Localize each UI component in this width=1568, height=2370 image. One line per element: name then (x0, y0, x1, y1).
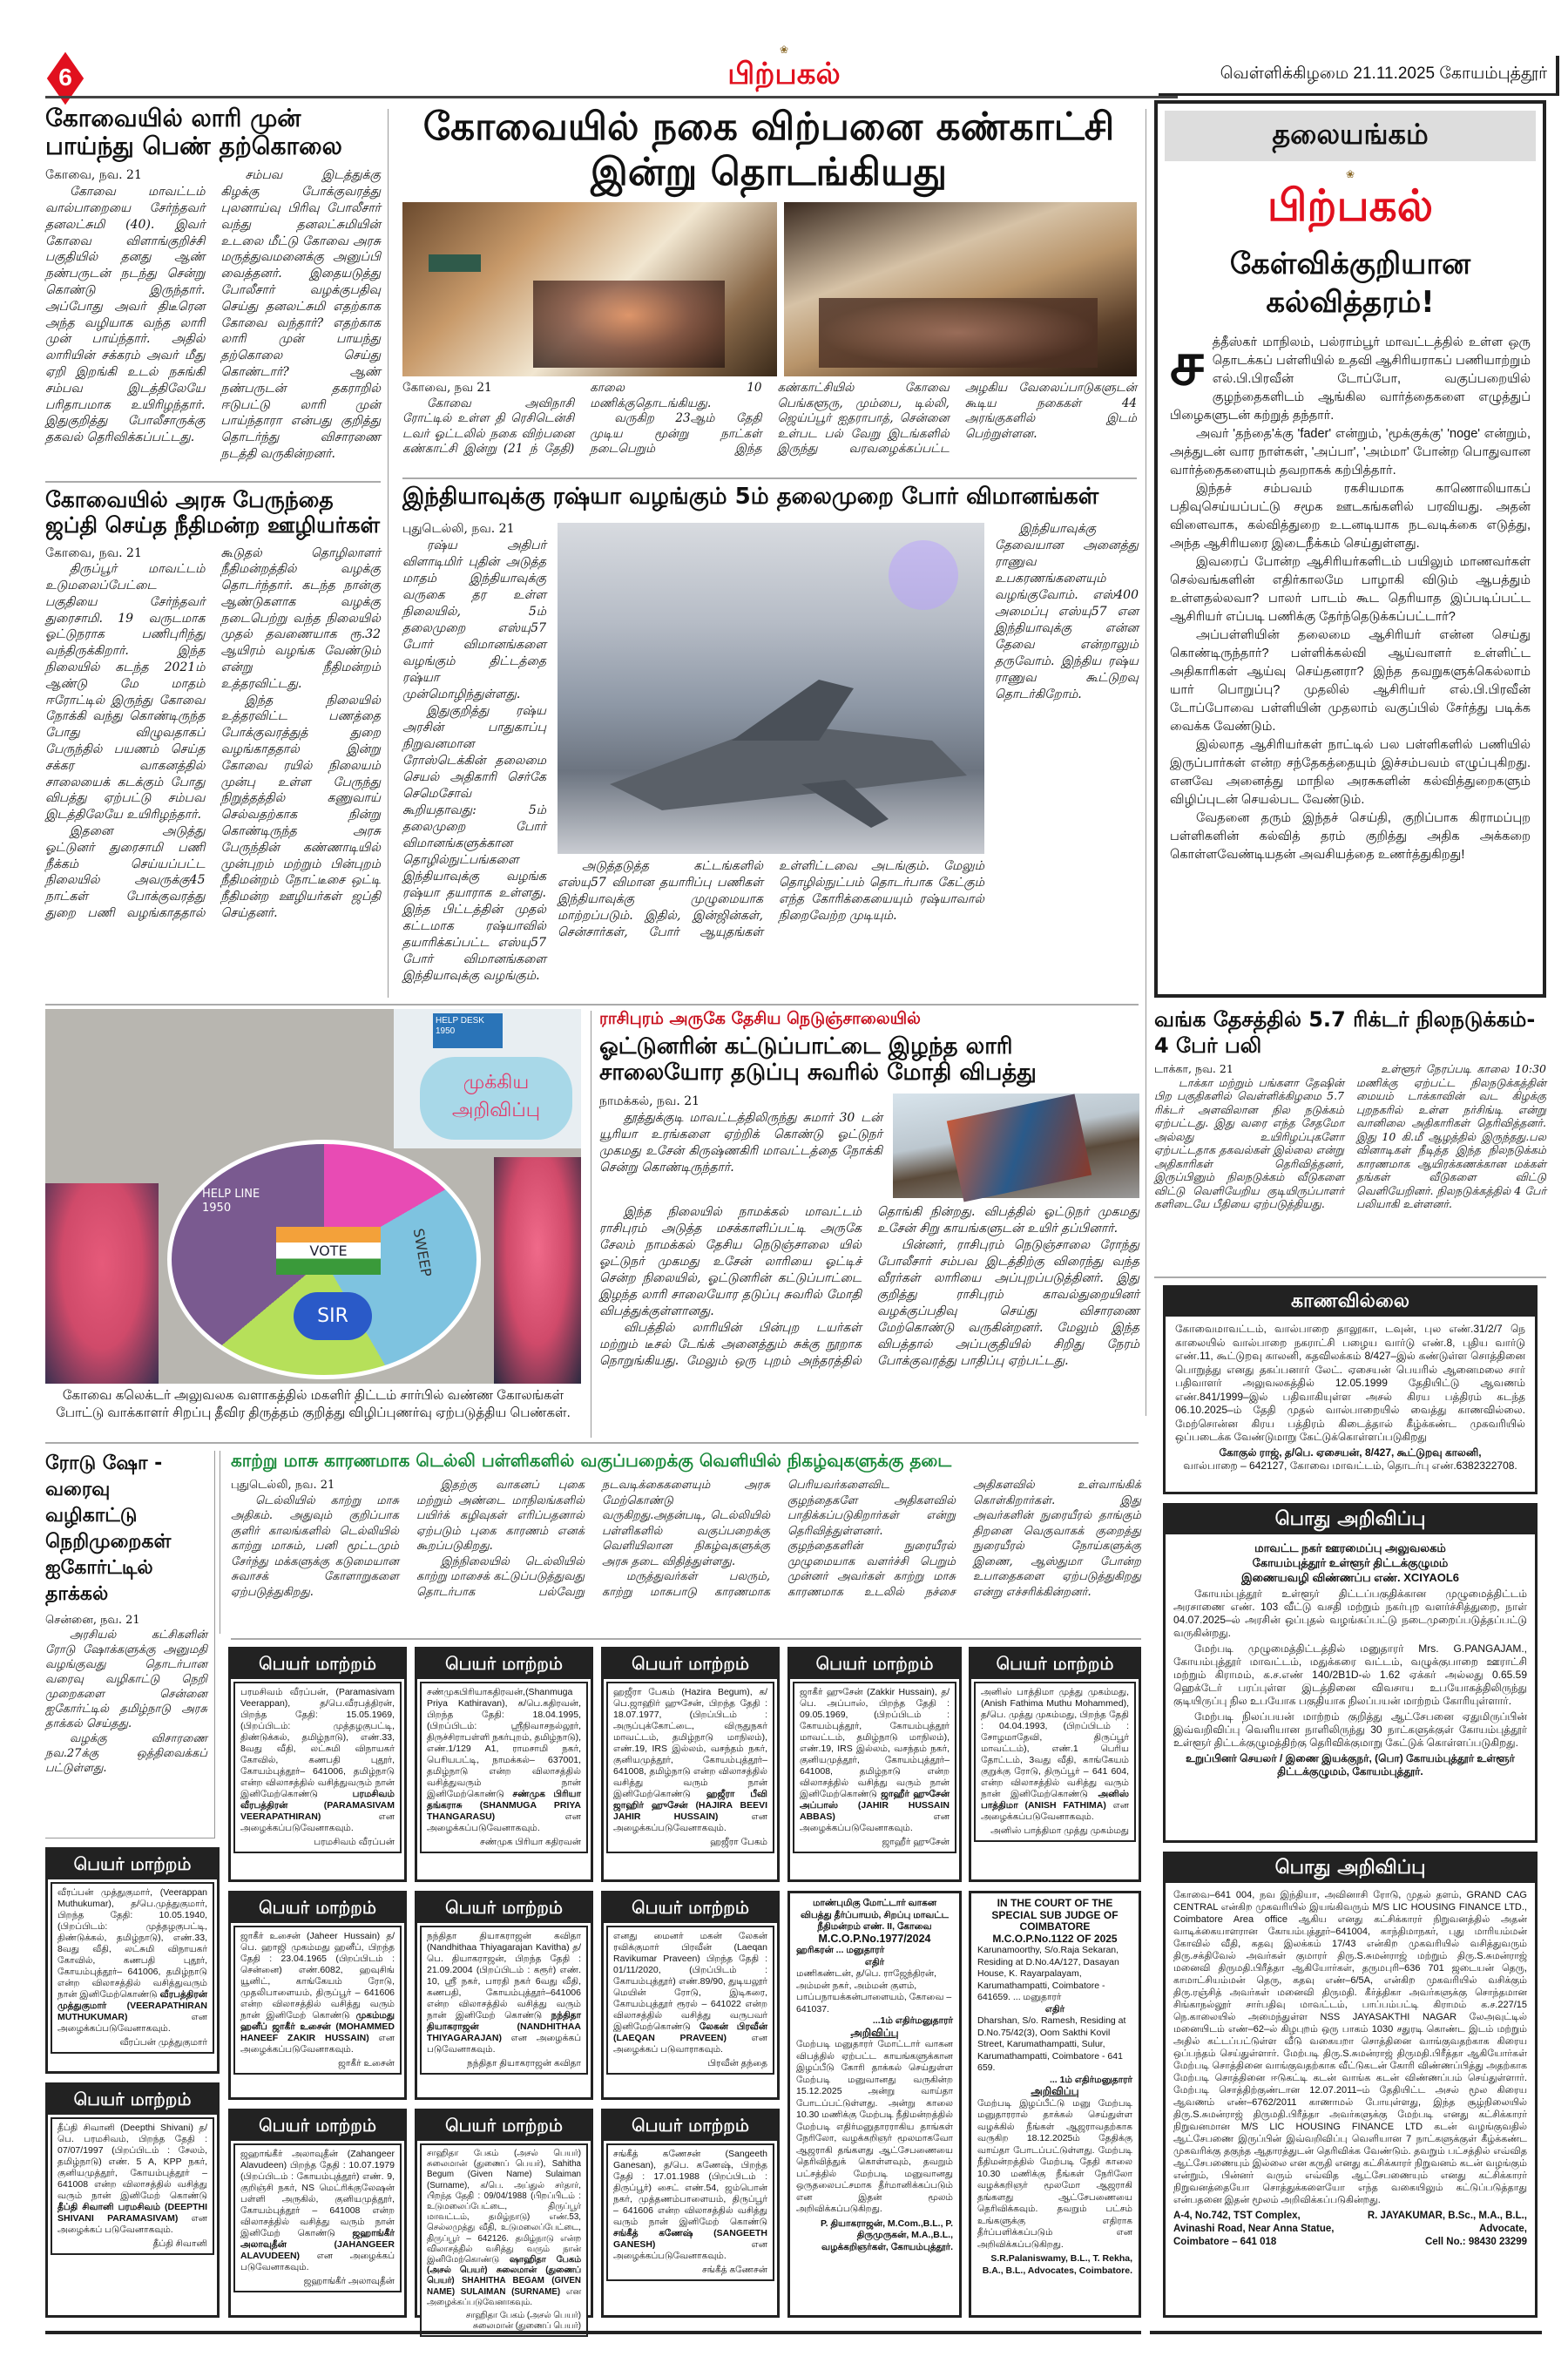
ad-tail: என அழைக்கப் படுவேனாகவும். (427, 2033, 582, 2055)
story-truck-body (599, 1204, 1139, 1435)
notice-body: கோவை–641 004, நவ இந்தியா, அவினாசி ரோடு, முதல் தளம், GRAND CAG CENTRAL என்கிற முகவரியில் இயங்கிவரும் M/S LIC HOUSING FINANCE LTD., Coimbatore Area office ஆகிய எனது கட்சிக்காரர் நிறுவனத்தில் அதன் வாடிக்கையாளரான கோயம்புத்தூர்–641004, காந்திமாநகர், புது மாரியம்மன் கோவில் வீதி, கதவு இலக்கம் 17/43 என்கிற முகவரியில் வசித்துவரும் திரு.சக்திவேல் அவர்கள் குமாரர் திரு.S.சுமன்ராஜ் மற்றும் திரு.S.சுமன்ராஜ் மனைவி திருமதி.பிரீத்தா ஆகியோர்கள், தருமபுரி–636 701 ஜடையன் தெரு, காமாட்சியம்மன் தெரு, கதவு எண்–6/5A, என்கிற முகவரியில் வசிக்கும் திரு.ரஞ்சித் அவர்கள் மனைவி திருமதி. கீர்த்திகா அவர்களுக்கு சொந்தமான சிங்காநல்லூர் சார்பதிவு மாவட்டம், பாப்பம்பட்டி கிராமம் க.ச.227/15 நெ.காலையில் அமைந்துள்ள NSS JAYASAKTHI NAGAR லேஅவுட்டில் மனையிடம் எண்–62–ல் கிழபுறம் ஒரு பாகம் 1030 சதுரடி கொண்ட இடம் மற்றும் அதில் கட்டப்பட்டுள்ள வீடு வகையறா சொத்தினை வாங்குவதற்காக கிரைய ஒப்பந்தம் செய்துள்ளார். மேற்படி திரு.S.சுமன்ராஜ் திருமதி.பிரீத்தா ஆகியோர்கள் மேற்படி சொத்தினை வாங்குவதற்காக வீட்டுகடன் கோரி விண்ணப்பித்து அதற்காக மேற்படி சொத்தினை ஈடுகட்டி கடன் வாங்க கடன் விண்ணப்பம் செய்துள்ளார். மேற்படி சொத்திற்குண்டான 12.07.2011–ம் தேதியிட்ட அசல் மூல கிரைய ஆவணம் எண்–6762/2011 காணாமல் போயுள்ளது, இந்த சூழ்நிலையில் திரு.S.சுமன்ராஜ் திருமதி.பிரீத்தா அவர்களுக்கு மேற்படி எனது கட்சிக்காரர் நிறுவனமான M/S LIC HOUSING FINANCE LTD கடன் வழங்குவதில் ஆட்சேபணை இருப்பின் இவ்வறிவிப்பு வெளியான 7 நாட்களுக்குள் கீழ்க்கண்ட முகவரிக்கு தகுந்த ஆதாரத்துடன் தெரிவிக்க வேண்டும். தவறும் பட்சத்தில் எவ்வித ஆட்சேபணையும் இல்லை என கருதி எனது கட்சிக்காரர் நிறுவனம் கடன் வழங்கும் என்றும், பின்னர் வரும் எவ்வித ஆட்சேபணையும் எனது கட்சிக்காரர் நிறுவனத்தையோ சொத்துக்களையோ எந்த வகையிலும் கட்டுப்படுத்தாது என்பதனை இதன் மூலம் அறிவிக்கப்படுகின்றது. (1173, 1890, 1527, 2205)
section-divider (231, 1638, 1141, 1640)
ad-title: பெயர் மாற்றம் (231, 1893, 404, 1923)
ad-signature: அனிஸ் பாத்திமா முத்து முகம்மது (990, 1825, 1129, 1836)
case-number: M.C.O.P.No.1122 OF 2025 (992, 1932, 1118, 1945)
respondent-role: ... 1ம் எதிர்மனுதாரர் (1049, 2074, 1132, 2085)
court-notice-english (969, 1891, 1141, 2318)
ad-body: ஜாகீர் ஹுசேன் (Zakkir Hussain), த/பெ. அப்பாஸ், பிறந்த தேதி : 09.05.1969, (பிறப்பிடம் : கோயம்புத்தூர், கோயம்புத்தூர் மாவட்டம், தமிழ்நாடு மாநிலம்), எண்.19, IRS இல்லம், வசந்தம் நகர், குனியமுத்தூர், கோயம்புத்தூர்– 641008, தமிழ்நாடு என்ற விலாசத்தில் வசித்து வரும் நான் இனிமேற்கொண்டு (800, 1687, 950, 1799)
story-truck-intro (599, 1094, 882, 1198)
public-notice-town-planning (1163, 1503, 1538, 1843)
notice-signature: உறுப்பினர் செயலர் / இணை இயக்குநர், (பொ) கோயம்புத்தூர் உள்ளூர் திட்டக்குழுமம், கோயம்புத்தூர். (1186, 1752, 1515, 1778)
ad-title: பெயர் மாற்றம் (604, 2111, 777, 2141)
ad-new-name: ஹஜீரா பீவி ஜாஹிர் ஹுசேன் (HAJIRA BEEVI JAHIR HUSSAIN) (613, 1789, 767, 1822)
dateline: சென்னை, நவ. 21 (45, 1614, 140, 1627)
story-divider (402, 477, 1137, 479)
notice-signature: P. தியாகராஜன், M.Com.,B.L., P. திருமுருகன், M.A.,B.L., வழக்கறிஞர்கள், கோயம்புத்தூர். (820, 2218, 953, 2252)
ad-tail: என அழைக்கப்படுவேனாகவும். (427, 1811, 581, 1833)
ad-signature: நந்திதா தியாகராஜன் கவிதா (467, 2058, 581, 2069)
paragraph: சம்பவ இடத்துக்கு கிழக்கு போக்குவரத்து புலனாய்வு பிரிவு போலீசார் வந்து தனலட்சுமியின் உடலை மீட்டு கோவை அரசு மருத்துவமனைக்கு அனுப்பி வைத்தனர். இதையடுத்து போலீசார் வழக்குபதிவு செய்து தனலட்சுமி எதற்காக கோவை வந்தார்? எதற்காக லாரி முன் பாயந்து தற்கொலை செய்து கொண்டார்? ஆண் நண்பருடன் தகராறில் ஈடுபட்டு லாரி முன் பாய்ந்தாரா என்பது குறித்து தொடர்ந்து விசாரணை நடத்தி வருகின்றனர். (220, 168, 381, 461)
respondent-role: ...1ம் எதிர்மனுதாரர் (872, 2015, 953, 2026)
name-change-ad (601, 1891, 780, 2100)
paragraph: டெல்லியில் காற்று மாசு அதிகம். அதுவும் குறிப்பாக குளிர் காலங்களில் டெல்லியில் காற்று மாசும், பனி மூட்டமும் சேர்ந்து மக்களுக்கு கடுமையான சுவாசக் கோளாறுகளை ஏற்படுத்துகிறது. (231, 1493, 399, 1599)
notice-title: பொது அறிவிப்பு (1166, 1506, 1535, 1534)
ad-signature: தீப்தி சிவானி (152, 2238, 207, 2249)
name-change-ad (228, 1891, 407, 2100)
logo-emblem-icon: ❀ (779, 44, 789, 56)
ad-title: பெயர் மாற்றம் (790, 1649, 959, 1679)
ad-signature: ஜாகீர் உசைன் (338, 2058, 395, 2069)
advocate-line: Advocate, (1479, 2224, 1527, 2234)
name-change-ad (415, 1891, 593, 2100)
paragraph: இதுகுறித்து ரஷ்ய அரசின் பாதுகாப்பு நிறுவனமான ரோஸ்டெக்கின் தலைமை செயல் அதிகாரி செர்கே செமெசோவ் கூறியதாவது: 5ம் தலைமுறை போர் விமானங்களுக்கான தொழில்நுட்பங்களை இந்தியாவுக்கு வழங்க ரஷ்யா தயாராக உள்ளது. இந்த பிட்டத்தின் முதல் கட்டமாக ரஷ்யாவில் தயாரிக்கப்பட்ட எஸ்யு57 போர் விமானங்களை இந்தியாவுக்கு வழங்கும். (402, 704, 546, 983)
paragraph: திருப்பூர் மாவட்டம் உடுமலைப்பேட்டை பகுதியை சேர்ந்தவர் துரைசாமி. 19 வருடமாக ஓட்டுநராக பணிபுரிந்து வந்திருக்கிறார். இந்த நிலையில் கடந்த 2021ம் ஆண்டு மே மாதம் ஈரோட்டில் இருந்து கோவை நோக்கி வந்து கொண்டிருந்த போது விழுவதாகப் பேருந்தில் பயணம் செய்த சக்கர வாகனத்தில் சாலையைக் கடக்கும் போது விபத்து ஏற்பட்டு சம்பவ இடத்திலேயே உயிரிழந்தார். (45, 562, 206, 823)
paragraph: கோயம்புத்தூர் உள்ளூர் திட்டப்பகுதிக்கான முழுமைத்திட்டம் அரசாணை எண். 103 வீட்டு வசதி மற்றும் நகர்புற வளர்ச்சித்துறை, நாள் 04.07.2025–ல் அரசின் ஒப்புதல் வழங்கப்பட்டு நடைமுறைப்படுத்தப்பட்டு வருகின்றது. (1173, 1588, 1527, 1639)
paragraph: இந்த நிலையில் உத்தரவிட்ட பணத்தை போக்குவரத்துத் துறை வழங்காததால் இன்று கோவை ரயில் நிலையம் முன்பு உள்ள பேருந்து நிறுத்தத்தில் கணுவாய் செல்வதற்காக நின்று கொண்டிருந்த அரசு பேருந்தின் கண்ணாடியில் முன்புறம் மற்றும் பின்புறம் நீதிமன்றம் நோட்டீசை ஒட்டி நீதிமன்ற ஊழியர்கள் ஜப்தி செய்தனர். (220, 693, 381, 921)
ad-signature: பரமசிவம் வீரப்பன் (314, 1837, 395, 1847)
ad-body: சங்கீத் கணேசன் (Sangeeth Ganesan), த/பெ. கணேஷ், பிறந்த தேதி : 17.01.1988 (பிறப்பிடம் : திருப்பூர்) சைட் எண்.54, ஜம்பொன் நகர், முத்தணம்பாளையம், திருப்பூர் – 641606 என்ற விலாசத்தில் வசித்து வரும் நான் இனிமேற் கொண்டு (613, 2149, 767, 2227)
help-desk-sign: HELP DESK 1950 (433, 1013, 503, 1048)
ad-body: அனிஸ் பாத்திமா முத்து முகம்மது, (Anish Fathima Muthu Mohammed), த/பெ. முத்து முகம்மது, பிறந்த தேதி : 04.04.1993, (பிறப்பிடம் : சோழமாதேவி, திருப்பூர் மாவட்டம்), எண்.1 பெரிய தோட்டம், 3வது வீதி, காங்கேயம் குறுக்கு ரோடு, திருப்பூர் – 641 604, என்ற விலாசத்தில் வசித்து வரும் நான் இனிமேற்கொண்டு (981, 1687, 1129, 1799)
story-roadshow (45, 1451, 215, 1838)
story-jewel (401, 105, 1137, 195)
versus: எதிர் (864, 1956, 885, 1967)
dateline: கோவை, நவ. 21 (45, 168, 142, 183)
ad-body: எனது மைனர் மகன் லேகன் ரவிக்குமார் பிரவீன் (Laeqan Ravikumar Praveen) பிறந்த தேதி : 01/11/2020, (பிறப்பிடம் : கோயம்புத்தூர்) எண்.89/90, துடியலூர் மெயின் ரோடு, இடிகரை, கோயம்புத்தூர் ரூரல் – 641022 என்ற விலாசத்தில் வசித்து வருபவர் இனிமேற்கொண்டு (613, 1931, 767, 2032)
ad-tail: என அழைக்கப்படுவேனாகவும். (240, 2033, 395, 2055)
name-change-ad (228, 2109, 407, 2318)
banner-text: முக்கிய அறிவிப்பு (420, 1057, 572, 1140)
editorial-logo (1158, 168, 1543, 231)
ad-body: ஜாகீர் உசைன் (Jaheer Hussain) த/பெ. ஹாஜி முகம்மது ஹனீப், பிறந்த தேதி : 23.04.1965 (பிறப்பிடம் : சென்னை) எண்.6082, ஹவுசிங் யூனிட், காங்கேயம் ரோடு, முதலிபாளையம், திருப்பூர் – 641606 என்ற விலாசத்தில் வசித்து வரும் நான் இனிமேற் கொண்டு (240, 1931, 395, 2021)
case-number: M.C.O.P.No.1977/2024 (818, 1932, 931, 1945)
notice-signature: வால்பாறை – 642127, கோவை மாவட்டம், தொடர்பு எண்.6382322708. (1183, 1459, 1517, 1472)
rangoli-word: SIR (294, 1292, 372, 1340)
notice-body: மேற்படி மனுதாரர் மோட்டார் வாகன விபத்தில் ஏற்பட்ட காயங்களுக்கான இழப்பீடு கோரி தாக்கல் செய்துள்ள மேற்படி மனுவானது வருகின்ற 15.12.2025 அன்று வாய்தா போடப்பட்டுள்ளது. அன்று காலை 10.30 மணிக்கு மேற்படி நீதிமன்றத்தில் மேற்படி எதிர்மனுதாரராகிய தாங்கள் நேரிலோ, வழக்கறிஞர் மூலமாகவோ ஆஜராகி தங்களது ஆட்சேபணையை தெரிவித்துக் கொள்ளவும், தவறும் பட்சத்தில் மேற்படி மனுவானது ஒருதலைபட்சமாக தீர்மானிக்கப்படும் என இதன் மூலம் அறிவிக்கப்படுகிறது. (796, 2039, 953, 2214)
truck-shape (947, 1094, 1092, 1202)
ad-new-name: லேகன் பிரவீன் (LAEQAN PRAVEEN) (613, 2021, 768, 2043)
paragraph: தூத்துக்குடி மாவட்டத்திலிருந்து சுமார் 30 டன் யூரியா உரங்களை ஏற்றிக் கொண்டு ஓட்டுநர் முகமது உசேன் கிருஷ்ணகிரி மாவட்டத்தை நோக்கி சென்று கொண்டிருந்தார். (599, 1111, 882, 1175)
paragraph: மேற்படி நிலப்பயன் மாற்றம் குறித்து ஆட்சேபனை ஏதுமிருப்பின் இவ்வறிவிப்பு வெளியான நாளிலிருந்து 30 நாட்களுக்குள் கோயம்புத்தூர் உள்ளூர் திட்டக்குழுமத்திற்கு தெரிவிக்குமாறு கேட்டுக் கொள்ளப்படுகிறது. (1173, 1710, 1527, 1749)
paragraph: அப்பள்ளியின் தலைமை ஆசிரியர் என்ன செய்து கொண்டிருந்தார்? பள்ளிக்கல்வி ஆய்வாளர் உள்ளிட்ட அதிகாரிகள் ஆய்வு செய்தனரா? இந்த தவறுகளுக்கெல்லாம் யார் பொறுப்பு? முதலில் ஆசிரியர் எல்.பி.பிரவீன் டோப்போவை பள்ளியின் முதலாம் வகுப்பில் சேர்த்து படிக்க வைக்க வேண்டும். (1170, 628, 1531, 734)
paragraph: கோவை மாவட்டம் வால்பாறையை சேர்ந்தவர் தனலட்சுமி (40). இவர் கோவை விளாங்குறிச்சி பகுதியில் தனது ஆண் நண்பருடன் நடந்து சென்று கொண்டு இருந்தார். அப்போது அவர் திடீரென அந்த வழியாக வந்த லாரி முன் பாய்ந்தார். அதில் லாரியின் சக்கரம் அவர் மீது ஏறி இறங்கி உடல் நசுங்கி சம்பவ இடத்திலேயே பரிதாபமாக உயிரிழந்தார். இதுகுறித்து போலீசாருக்கு தகவல் தெரிவிக்கப்பட்டது. (45, 185, 206, 445)
ad-new-name: சங்கீத் கணேஷ் (SANGEETH GANESH) (613, 2228, 767, 2250)
story-lorry (45, 105, 381, 479)
headline: ஓட்டுனரின் கட்டுப்பாட்டை இழந்த லாரி சாலையோர தடுப்பு சுவரில் மோதி விபத்து (599, 1033, 1037, 1086)
column-divider (388, 109, 389, 998)
ad-new-name: சண்முக பிரியா தங்கராசு (SHANMUGA PRIYA THANGARASU) (427, 1789, 582, 1822)
ad-signature: ஜஹாங்கீர் அலாவுதீன் (303, 2276, 395, 2286)
address-line: Coimbatore – 641 018 (1173, 2237, 1277, 2247)
petitioner: ஹரிகரன் ... மனுதாரர் (796, 1945, 885, 1955)
ad-tail: என அழைக்கப்படுவேனாகவும். (427, 2286, 581, 2307)
ad-signature: பிரவீன் தந்தை (707, 2058, 767, 2069)
dateline: புதுடெல்லி, நவ. 21 (402, 522, 515, 536)
court-heading: மாண்புமிகு மோட்டார் வாகன விபத்து தீர்ப்பாயம், சிறப்பு மாவட்ட நீதிமன்றம் எண். II, கோவை (801, 1898, 949, 1932)
photo-crashed-truck (893, 1094, 1139, 1198)
ad-body: நந்திதா தியாகராஜன் கவிதா (Nandhithaa Thiyagarajan Kavitha) த/பெ. தியாகராஜன், பிறந்த தேதி : 21.09.2004 (பிறப்பிடம் : கரூர்) எண். 10, ஸ்ரீ நகர், பாரதி நகர் 6வது வீதி, கணபதி, கோயம்புத்தூர்–641006 என்ற விலாசத்தில் வசித்து வரும் நான் இனிமேற் கொண்டு (427, 1931, 581, 2021)
notice-title: பொது அறிவிப்பு (1166, 1854, 1535, 1883)
story-jets-col1 (402, 521, 546, 996)
rangoli-word: HELP LINE 1950 (202, 1188, 260, 1215)
ad-tail: என அழைக்கப்படுவேனாகவும். (613, 2239, 767, 2261)
photo-jewel-counter (784, 202, 1137, 376)
court-notice-tamil (787, 1891, 962, 2318)
paragraph: அரசியல் கட்சிகளின் ரோடு ஷோக்களுக்கு அனுமதி வழங்குவது தொடர்பான வரைவு வழிகாட்டு நெறி முறைகளை சென்னை ஐகோர்ட்டில் தமிழ்நாடு அரசு தாக்கல் செய்தது. (45, 1629, 207, 1730)
address-line: Avinashi Road, Near Anna Statue, (1173, 2224, 1335, 2234)
ad-new-name: பரமசிவம் வீரபத்திரன் (PARAMASIVAM VEERAPATHIRAN) (240, 1789, 395, 1822)
logo-text: பிற்பகல் (1267, 180, 1434, 231)
ad-tail: என அழைக்கப்படுவேனாகவும். (981, 1800, 1130, 1822)
headline: ரோடு ஷோ - வரைவு வழிகாட்டு நெறிமுறைகள் ஐகோர்ட்டில் தாக்கல் (45, 1452, 172, 1605)
ad-title: பெயர் மாற்றம் (417, 2111, 591, 2141)
ad-body: சண்முகபிரியாகதிரவன்,(Shanmuga Priya Kathiravan), க/பெ.கதிரவன், பிறந்த தேதி: 18.04.1995, (பிறப்பிடம்: ஸ்ரீநிவாசநல்லூர், திருச்சிராபள்ளி நகர்புறம், தமிழ்நாடு), எண்.1/129 A1, ராமசாமி நகர், பெரியபட்டி, நாமக்கல்– 637001, தமிழ்நாடு என்ற விலாசத்தில் வசித்துவரும் நான் இனிமேற்கொண்டு (427, 1687, 581, 1799)
address-line: A-4, No.742, TST Complex, (1173, 2211, 1301, 2221)
story-jets-headline: இந்தியாவுக்கு ரஷ்யா வழங்கும் 5ம் தலைமுறை போர் விமானங்கள் (402, 484, 1099, 510)
dateline: வெள்ளிக்கிழமை 21.11.2025 கோயம்புத்தூர் (1159, 56, 1559, 96)
page-bottom-rule (1150, 2331, 1542, 2334)
story-jewel-body (402, 381, 1137, 475)
ad-tail: என அழைக்கப் படுவாராகவும். (613, 2033, 767, 2055)
advocate-line: Cell No.: 98430 23299 (1425, 2237, 1527, 2247)
dateline: கோவை, நவ. 21 (45, 545, 142, 560)
ad-tail: என அழைக்கப்படுவேனாகவும். (613, 1811, 767, 1833)
notice-signature: கோகுல் ராஜ், த/பெ. ஏசையன், 8/427, கூட்டுறவு காலனி, (1219, 1446, 1482, 1459)
name-change-ad (228, 1647, 407, 1882)
name-change-ad (415, 1647, 593, 1882)
dateline: டாக்கா, நவ. 21 (1154, 1062, 1233, 1075)
jet-silhouette-icon (558, 523, 984, 854)
ad-body: ஹஜீரா பேகம் (Hazira Begum), க/பெ.ஜாஹிர் ஹுசேன், பிறந்த தேதி : 18.07.1977, (பிறப்பிடம் : அருப்புக்கோட்டை, விருதுநகர் மாவட்டம், தமிழ்நாடு மாநிலம்), எண்.19, IRS இல்லம், வசந்தம் நகர், குனியமுத்தூர், கோயம்புத்தூர்– 641008, தமிழ்நாடு என்ற விலாசத்தில் வசித்து வரும் நான் இனிமேற்கொண்டு (613, 1687, 767, 1799)
ad-body: வீரப்பன் முத்துகுமார், (Veerappan Muthukumar), த/பெ.முத்துகுமார், பிறந்த தேதி: 10.05.1940, (பிறப்பிடம்: முத்தழகுபட்டி, திண்டுக்கல், தமிழ்நாடு), எண்.33, 8வது வீதி, லட்சுமி விநாயகர் கோவில், கணபதி புதூர், கோயம்புத்தூர்– 641006, தமிழ்நாடு என்ற விலாசத்தில் வசித்துவரும் நான் இனிமேற்கொண்டு (57, 1887, 207, 2000)
editorial-section-title: தலையங்கம் (1165, 111, 1536, 161)
paragraph: உள்ளூர் நேரப்படி காலை 10:30 மணிக்கு ஏற்பட்ட நிலநடுக்கத்தின் மையம் டாக்காவின் வட கிழக்கு புறநகரில் உள்ள நர்சிங்டி என்று வானிலை அதிகாரிகள் தெரிவித்தனர். இது 10 கி.மீ ஆழத்தில் இருந்தது.பல வினாடிகள் நீடித்த இந்த நிலநடுக்கம் காரணமாக ஆயிரக்கணக்கான மக்கள் தங்கள் வீடுகளை விட்டு வெளியேறினர். நிலநடுக்கத்தில் 4 பேர் பலியாகி உள்ளனர். (1356, 1062, 1546, 1210)
paragraph: பின்னர், ராசிபுரம் நெடுஞ்சாலை ரோந்து போலீசார் சம்பவ இடத்திற்கு விரைந்து வந்த வீரர்கள் லாரியை அப்புறப்படுத்தினர். இது குறித்து ராசிபுரம் காவல்துறையினர் வழக்குப்பதிவு செய்து விசாரணை மேற்கொண்டு வருகின்றனர். மேலும் இந்த விபத்தால் அப்பகுதியில் சிறிது நேரம் போக்குவரத்து பாதிப்பு ஏற்பட்டது. (877, 1238, 1139, 1368)
store-sign (429, 254, 481, 272)
paragraph: ரஷ்ய அதிபர் விளாடிமிர் புதின் அடுத்த மாதம் இந்தியாவுக்கு வருகை தர உள்ள நிலையில், 5ம் தலைமுறை எஸ்யு57 போர் விமானங்களை வழங்கும் திட்டத்தை ரஷ்யா முன்மொழிந்துள்ளது. (402, 538, 546, 701)
ad-tail: என அழைக்கப்படுவேனாகவும். (57, 2012, 207, 2034)
ad-new-name: அனிஸ் பாத்திமா (ANISH FATHIMA) (981, 1789, 1129, 1811)
photo-jewel-showroom (402, 202, 777, 376)
photo-caption: கோவை கலெக்டர் அலுவலக வளாகத்தில் மகளிர் திட்டம் சார்பில் வண்ண கோலங்கள் போட்டு வாக்காளர் சிறப்பு தீவிர திருத்தம் குறித்து விழிப்புணர்வு ஏற்படுத்திய பெண்கள். (56, 1388, 571, 1420)
paragraph: டாக்கா மற்றும் பங்களா தேஷின் பிற பகுதிகளில் வெள்ளிக்கிழமை 5.7 ரிக்டர் அளவிலான நில நடுக்கம் ஏற்பட்டது. இது வரை எந்த சேதமோ அல்லது உயிரிழப்புகளோ ஏற்பட்டதாக தகவல்கள் இல்லை என்று அதிகாரிகள் தெரிவித்தனர், இருப்பினும் நிலநடுக்கம் வீடுகளை விட்டு வெளியேறிய குடியிருப்பாளர் களிடையே பீதியை ஏற்படுத்தியது. (1154, 1075, 1344, 1210)
paragraph: கோவை அவிநாசி ரோட்டில் உள்ள தி ரெசிடென்சி டவர் ஓட்டலில் நகை விற்பனை கண்காட்சி இன்று (21 ந் தேதி) காலை 10 மணிக்குதொடங்கியது. (402, 381, 762, 456)
ad-body: ஜஹாங்கீர் அலாவுதீன் (Zahangeer Alavudeen) பிறந்த தேதி : 10.07.1979 (பிறப்பிடம் : கோயம்புத்தூர்) எண். 9, குறிஞ்சி நகர், NS மெட்ரிக்குலேஷன் பள்ளி அருகில், குனியமுத்தூர், கோயம்புத்தூர் – 641008 என்ற விலாசத்தில் வசித்து வரும் நான் இனிமேற் கொண்டு (240, 2149, 395, 2238)
petitioner: Karunamoorthy, S/o.Raja Sekaran, Residing at D.No.4A/127, Dasayan House, K. Rayarpalayam, Karumathampatti, Coimbatore - 641659. ... மனுதாரர் (977, 1945, 1119, 2002)
logo-emblem-icon: ❀ (1345, 168, 1355, 180)
headline: கோவையில் லாரி முன் பாய்ந்து பெண் தற்கொலை (45, 104, 342, 161)
name-change-ad (415, 2109, 593, 2332)
section-divider (45, 1004, 1139, 1006)
story-jets-col3 (995, 521, 1139, 996)
headline: கோவையில் நகை விற்பனை கண்காட்சி இன்று தொடங்கியது (422, 105, 1115, 194)
ad-body: பரமசிவம் வீரப்பன், (Paramasivam Veerappan), த/பெ.வீரபத்திரன், பிறந்த தேதி: 15.05.1969, (பிறப்பிடம்: முத்தழகுபட்டி, திண்டுக்கல், தமிழ்நாடு), எண்.33, 8வது வீதி, லட்சுமி விநாயகர் கோவில், கணபதி புதூர், கோயம்புத்தூர்– 641006, தமிழ்நாடு என்ற விலாசத்தில் வசித்துவரும் நான் இனிமேற்கொண்டு (240, 1687, 395, 1799)
paragraph: அடுத்தடுத்த கட்டங்களில் எஸ்யு57 விமான தயாரிப்பு பணிகள் இந்தியாவுக்கு முழுமையாக மாற்றப்படும். இதில், இன்ஜின்கள், சென்சார்கள், போர் ஆயுதங்கள் உள்ளிட்டவை அடங்கும். மேலும் தொழில்நுட்பம் தொடர்பாக கேட்கும் எந்த கோரிக்கையையும் ரஷ்யாவால் நிறைவேற்ற முடியும். (558, 859, 984, 939)
ad-body: சாஹிதா பேகம் (அசல் பெயர்) சுலைமான் (துணைப் பெயர்), Sahitha Begum (Given Name) Sulaiman (Surname), க/பெ. அப்துல் சர்தார், பிறந்த தேதி : 09/04/1988 (பிறப்பிடம் : உடுமலைப்பேட்டை, திருப்பூர் மாவட்டம், தமிழ்நாடு) எண்.53, செல்லமுத்து வீதி, உடுமலைப்பேட்டை, திருப்பூர் – 642126. தமிழ்நாடு என்ற விலாசத்தில் வசித்து வரும் நான் இனிமேற்கொண்டு (427, 2149, 581, 2265)
ad-tail: என அழைக்கப்படுவேனாகவும். (800, 1811, 950, 1833)
page-number-badge (44, 48, 87, 109)
paragraph: இந்தச் சம்பவம் ரகசியமாக காணொலியாகப் பதிவுசெய்யப்பட்டு சமூக ஊடகங்களில் பரவியது. அதன் விளைவாக, கல்வித்துறை உடனடியாக நடவடிக்கை எடுத்து, அந்த ஆசிரியரை இடைநீக்கம் செய்துள்ளது. (1170, 482, 1531, 551)
name-change-ad (45, 1847, 220, 2074)
editorial-headline: கேள்விக்குறியான கல்வித்தரம்! (1229, 247, 1471, 320)
ad-signature: வீரப்பன் முத்துகுமார் (119, 2037, 207, 2048)
person-figure (45, 1183, 159, 1384)
ad-new-name: வீரபத்திரன் முத்துகுமார் (VEERAPATHIRAN MUTHUKUMAR) (57, 1989, 207, 2022)
story-jets-col2 (558, 858, 984, 998)
dateline: நாமக்கல், நவ. 21 (599, 1094, 700, 1108)
person-figure (494, 1157, 581, 1384)
story-quake (1154, 1006, 1546, 1272)
ad-tail: என அழைக்கப்படுவேனாகவும். (240, 1811, 395, 1833)
name-change-ad (787, 1647, 962, 1882)
editorial-box (1154, 100, 1546, 998)
ad-signature: சாஹிதா பேகம் (அசல் பெயர்) சுலைமான் (துணைப் பெயர்) (465, 2311, 581, 2332)
ad-signature: சண்முக பிரியா கதிரவன் (480, 1837, 581, 1847)
paragraph: இல்லாத ஆசிரியர்கள் நாட்டில் பல பள்ளிகளில் பணியில் இருப்பார்கள் என்ற சந்தேகத்தையும் இச்சம்பவம் எழுப்புகிறது. எனவே அனைத்து மாநில அரசுகளின் கல்வித்துறைகளும் விழிப்புடன் செயல்பட வேண்டும். (1170, 738, 1531, 807)
paragraph: வேதனை தரும் இந்தச் செய்தி, குறிப்பாக கிராமப்புற பள்ளிகளின் கல்வித் தரம் குறித்து அதிக அக்கறை கொள்ளவேண்டியதன் அவசியத்தை உணர்த்துகிறது! (1170, 811, 1531, 862)
ad-new-name: ஷாஹிதா பேகம் (அசல் பெயர்) சுலைமான் (துணைப் பெயர்) SHAHITHA BEGAM (GIVEN NAME) SULAIMAN (SURNAME) (427, 2255, 581, 2297)
notice-label: அறிவிப்பு (1031, 2085, 1079, 2097)
section-divider (45, 1442, 1139, 1444)
story-court (45, 488, 381, 998)
headline: வங்க தேசத்தில் 5.7 ரிக்டர் நிலநடுக்கம்- 4 பேர் பலி (1154, 1007, 1536, 1058)
ad-tail: என அழைக்கப் படுவேனாகவும். (240, 2251, 395, 2272)
notice-body: மேற்படி இழப்பீட்டு மனு மேற்படி மனுதாரரால் தாக்கல் செய்துள்ள வழக்கில் நீங்கள் ஆஜராவதற்காக வருகிற 18.12.2025ம் தேதிக்கு வாய்தா போடப்பட்டுள்ளது. மேற்படி நீதிமன்றத்தில் மேற்படி தேதி காலை 10.30 மணிக்கு நீங்கள் நேரிலோ வழக்கறிஞர் மூலமோ ஆஜராகி தங்களது ஆட்சேபணையை தெரிவிக்கவும். தவறும் பட்சம் உங்களுக்கு எதிராக தீர்ப்பளிக்கப்படும் என அறிவிக்கப்படுகிறது. (977, 2097, 1132, 2250)
masthead-logo (662, 44, 906, 96)
advocate-block (1368, 2210, 1527, 2249)
paragraph: மேற்படி முழுமைத்திட்டத்தில் மனுதாரர் Mrs. G.PANGAJAM., கோயம்புத்தூர் மாவட்டம், மதுக்கரை வட்டம், வழுக்குபாறை ஊராட்சி மற்றும் கிராமம், க.ச.எண் 140/2B1D-ல் 1.62 ஏக்கர் அல்லது 0.65.59 ஹெக்டேர் பரப்புள்ள இடத்தினை விவசாய உபயோகத்திலிருந்து குடியிருப்பு நில உபயோக பகுதியாக நிலப்பயன் மாற்றம் கோரியுள்ளார். (1173, 1642, 1527, 1707)
ad-new-name: ஜஹாங்கீர் அலாவுதீன் (JAHANGEER ALAVUDEEN) (240, 2228, 395, 2261)
court-heading: IN THE COURT OF THE SPECIAL SUB JUDGE OF COIMBATORE (991, 1897, 1119, 1933)
story-truck (599, 1009, 1139, 1087)
story-delhi-headline: காற்று மாசு காரணமாக டெல்லி பள்ளிகளில் வகுப்பறைக்கு வெளியில் நிகழ்வுகளுக்கு தடை (231, 1450, 952, 1471)
paragraph: வழக்கு விசாரணை நவ.27க்கு ஒத்திவைக்கப் பட்டுள்ளது. (45, 1732, 207, 1775)
photo-su57-jet (558, 523, 984, 854)
ad-new-name: முகம்மது ஹனீப் ஜாகீர் உசைன் (MOHAMMED HANEEF ZAKIR HUSSAIN) (240, 2010, 395, 2043)
story-divider (1154, 1276, 1546, 1278)
notice-heading: இணையவழி விண்ணப்ப எண். XCIYAOL6 (1240, 1571, 1460, 1584)
respondent: மணிகண்டன், த/பெ. ராஜேந்திரன், அம்மன் நகர், அம்மன் குளம், பாப்பநாயக்கன்பாளையம், கோவை – 641037. (796, 1968, 952, 2014)
ad-signature: சங்கீத் கணேசன் (701, 2265, 767, 2275)
masthead-rule (45, 96, 1178, 98)
drop-cap: ச (1170, 328, 1204, 399)
ad-signature: ஹஜீரா பேகம் (710, 1837, 767, 1847)
public-notice-lic (1163, 1852, 1538, 2318)
missing-notice (1163, 1285, 1538, 1494)
address-block (1173, 2210, 1334, 2249)
paragraph: த்தீஸ்கர் மாநிலம், பல்ராம்பூர் மாவட்டத்தில் உள்ள ஒரு தொடக்கப் பள்ளியில் உதவி ஆசிரியராகப் பணியாற்றும் எல்.பி.பிரவீன் டோப்போ, வகுப்பறையில் குழந்தைகளிடம் ஆங்கில வார்த்தைகளை எழுத்துப் பிழைகளுடன் கற்றுத் தந்தார். (1170, 335, 1531, 423)
rangoli-word: SWEEP (409, 1227, 436, 1278)
ad-new-name: நந்திதா தியாகராஜன் (NANDHITHAA THIYAGARAJAN) (427, 2010, 581, 2043)
name-change-ad (601, 1647, 780, 1882)
rangoli-word: VOTE (276, 1227, 381, 1275)
notice-label: அறிவிப்பு (850, 2026, 899, 2039)
name-change-ad (969, 1647, 1141, 1882)
paragraph: விபத்தில் லாரியின் பின்புற டயர்கள் மற்றும் டீசல் டேங்க் அனைத்தும் சுக்கு நூறாக நொறுங்கியது. மேலும் ஒரு புறம் அந்தரத்தில் தொங்கி நின்றது. விபத்தில் ஓட்டுநர் முகமது உசேன் சிறு காயங்களுடன் உயிர் தப்பினார். (599, 1205, 1139, 1368)
ad-title: பெயர் மாற்றம் (231, 2111, 404, 2141)
ad-title: பெயர் மாற்றம் (48, 1850, 217, 1879)
notice-heading: மாவட்ட நகர் ஊரமைப்பு அலுவலகம் (1254, 1541, 1446, 1554)
paragraph: மருத்துவர்கள் பலரும், காற்று மாசுபாடு காரணமாக பெரியவர்களைவிட குழந்தைகளே அதிகளவில் பாதிக்கப்படுகிறார்கள் என்று தெரிவித்துள்ளனர். குழந்தைகளின் நுரையீரல் முழுமையாக வளர்ச்சி பெறும் முன்னர் அவர்கள் காற்று மாசு காரணமாக உடலில் நச்சை அதிகளவில் உள்வாங்கிக் கொள்கிறார்கள். இது அவர்களின் நுரையீரல் தாங்கும் திறனை வெகுவாகக் குறைத்து நுரையீரல் நோய்களுக்கு இணை, ஆஸ்துமா போன்ற உபாதைகளை ஏற்படுத்துகிறது என்று எச்சரிக்கின்றனர். (602, 1479, 1141, 1599)
ad-title: பெயர் மாற்றம் (417, 1893, 591, 1923)
versus: எதிர் (1044, 2003, 1065, 2014)
ad-tail: என அழைக்கப் படுவேனாகவும். (57, 2213, 208, 2235)
paragraph: இவரைப் போன்ற ஆசிரியர்களிடம் பயிலும் மாணவர்கள் செல்வங்களின் எதிர்காலமே பாழாகி விடும் ஆபத்தும் உள்ளதல்லவா? பாலர் பாடம் கூட தெரியாத இப்படிப்பட்ட ஆசிரியர் எப்படி பணிக்கு தேர்ந்தெடுக்கப்பட்டார்? (1170, 555, 1531, 624)
notice-heading: கோயம்புத்தூர் உள்ளூர் திட்டக்குழுமம் (1252, 1556, 1449, 1569)
paragraph: இதனை அடுத்து ஓட்டுனர் துரைசாமி பணி நீக்கம் செய்யப்பட்ட நிலையில் அவருக்கு45 நாட்கள் போக்குவரத்து துறை பணி வழங்காததால் கூடுதல் தொழிலாளர் நீதிமன்றத்தில் வழக்கு தொடர்ந்தார். கடந்த நான்கு ஆண்டுகளாக வழக்கு நடைபெற்று வந்த நிலையில் முதல் தவணையாக ரூ.32 ஆயிரம் வழங்க வேண்டும் என்று நீதிமன்றம் உத்தரவிட்டது. (45, 545, 381, 921)
story-divider (45, 481, 381, 483)
ad-title: பெயர் மாற்றம் (971, 1649, 1139, 1679)
page-number: 6 (58, 64, 72, 91)
ad-new-name: தீப்தி சிவானி பரமசிவம் (DEEPTHI SHIVANI PARAMASIVAM) (57, 2202, 207, 2224)
ad-new-name: ஜாஹீர் ஹுசேன் அப்பாஸ் (JAHIR HUSSAIN ABBAS) (800, 1789, 950, 1822)
paragraph: இந்தியாவுக்கு தேவையான அனைத்து ராணுவ உபகரணங்களையும் வழங்குவோம். எஸ்400 அமைப்பு எஸ்யு57 என இந்தியாவுக்கு என்ன தேவை என்றாலும் தருவோம். இந்திய ரஷ்ய ராணுவ கூட்டுறவு தொடர்கிறோம். (995, 522, 1139, 701)
ad-title: பெயர் மாற்றம் (231, 1649, 404, 1679)
notice-body: கோவைமாவட்டம், வால்பாறை தாலூகா, டவுன், புல எண்.31/2/7 நெ காலையில் வால்பாறை நகராட்சி பழைய வார்டு எண்.8, புதிய வார்டு எண்.11, கூட்டுறவு காலனி, கதவிலக்கம் 8/427–இல் கண்டுள்ள சொத்தினை பொறுத்து எனது தகப்பனார் லேட். ஏசையன் பெயரில் ஆனைமலை சார் பதிவாளர் அலுவலகத்தில் 12.05.1999 தேதியிட்டு ஆவணம் எண்.841/1999–இல் பதிவாகியுள்ள அசல் கிரய பத்திரம் கடந்த 06.10.2025–ம் தேதி முதல் வால்பாறையில் வைத்து காணவில்லை. மேற்சொன்ன கிரய பத்திரம் கிடைத்தால் கீழ்க்கண்ட முகவரியில் ஒப்படைக்க வேண்டுமாறு கேட்டுக்கொள்ளப்படுகிறது (1175, 1323, 1525, 1443)
notice-title: காணவில்லை (1166, 1288, 1535, 1317)
notice-signature: S.R.Palaniswamy, B.L., T. Rekha, B.A., B.L., Advocates, Coimbatore. (982, 2253, 1132, 2276)
ad-signature: ஜாஹீர் ஹுசேன் (882, 1837, 950, 1847)
ad-title: பெயர் மாற்றம் (604, 1893, 777, 1923)
paragraph: இந்த நிலையில் நாமக்கல் மாவட்டம் ராசிபுரம் அடுத்த மசக்காளிப்பட்டி அருகே சேலம் நாமக்கல் தேசிய நெடுஞ்சாலை யில் ஓட்டுநர் முகமது உசேன் லாரியை ஓட்டிச் சென்ற நிலையில், ஓட்டுனரின் கட்டுப்பாட்டை இழந்த லாரி சாலையோர தடுப்பு சுவரில் மோதி விபத்துக்குள்ளானது. (599, 1205, 862, 1318)
page-bottom-rule (45, 2331, 1141, 2334)
story-delhi-body (231, 1478, 1141, 1635)
advocate-line: R. JAYAKUMAR, B.Sc., M.A., B.L., (1367, 2211, 1527, 2221)
name-change-ad (45, 2082, 220, 2318)
paragraph: அவர் 'தந்தை'க்கு 'fader' என்றும், 'மூக்குக்கு' 'noge' என்றும், அத்துடன் வார நாள்கள், 'அப்பா', 'அம்மா' போன்ற பொதுவான வார்த்தைகளையும் தவறாகக் கற்பித்தார். (1170, 427, 1531, 477)
paragraph: இதற்கு வாகனப் புகை மற்றும் அண்டை மாநிலங்களில் பயிர்க் கழிவுகள் எரிப்பதனால் ஏற்படும் புகை காரணம் எனக் கூறப்படுகிறது. (416, 1479, 585, 1553)
paragraph: வருகிற 23ஆம் தேதி முடிய மூன்று நாட்கள் நடைபெறும் இந்த கண்காட்சியில் கோவை பெங்களூரு, மும்பை, டில்லி, ஜெய்ப்பூர் ஐதராபாத், சென்னை உள்பட பல் வேறு இடங்களில் இருந்து வரவழைக்கப்பட்ட அழகிய வேலைப்பாடுகளுடன் கூடிய நகைகள் 44 அரங்குகளில் இடம் பெற்றுள்ளன. (590, 381, 1137, 456)
headline: கோவையில் அரசு பேருந்தை ஜப்தி செய்த நீதிமன்ற ஊழியர்கள் (45, 487, 381, 538)
ad-title: பெயர் மாற்றம் (417, 1649, 591, 1679)
dateline: கோவை, நவ 21 (402, 381, 492, 395)
photo-rangoli (45, 1009, 581, 1384)
paragraph: இந்நிலையில் டெல்லியில் காற்று மாசைக் கட்டுப்படுத்துவது தொடர்பாக பல்வேறு நடவடிக்கைகளையும் அரசு மேற்கொண்டு வருகிறது.அதன்படி, டெல்லியில் பள்ளிகளில் வகுப்பறைக்கு வெளியிலான நிகழ்வுகளுக்கு அரசு தடை விதித்துள்ளது. (416, 1479, 770, 1599)
name-change-ad (601, 2109, 780, 2318)
ad-body: தீப்தி சிவானி (Deepthi Shivani) த/பெ. பரமசிவம், பிறந்த தேதி : 07/07/1997 (பிறப்பிடம் : சேலம், தமிழ்நாடு) எண். 5 A, KPP நகர், குனியமுத்தூர், கோயம்புத்தூர் – 641008 என்ற விலாசத்தில் வசித்து வரும் நான் இனிமேற் கொண்டு (57, 2123, 207, 2201)
ad-title: பெயர் மாற்றம் (604, 1649, 777, 1679)
ad-title: பெயர் மாற்றம் (48, 2085, 217, 2115)
kicker: ராசிபுரம் அருகே தேசிய நெடுஞ்சாலையில் (599, 1009, 921, 1028)
respondent: Dharshan, S/o. Ramesh, Residing at D.No.75/42(3), Oom Sakthi Kovil Street, Karumathampatti, Sulur, Karumathampatti, Coimbatore - 641 659. (977, 2015, 1126, 2073)
logo-text: பிற்பகல் (727, 57, 841, 91)
dateline: புதுடெல்லி, நவ. 21 (231, 1479, 335, 1492)
